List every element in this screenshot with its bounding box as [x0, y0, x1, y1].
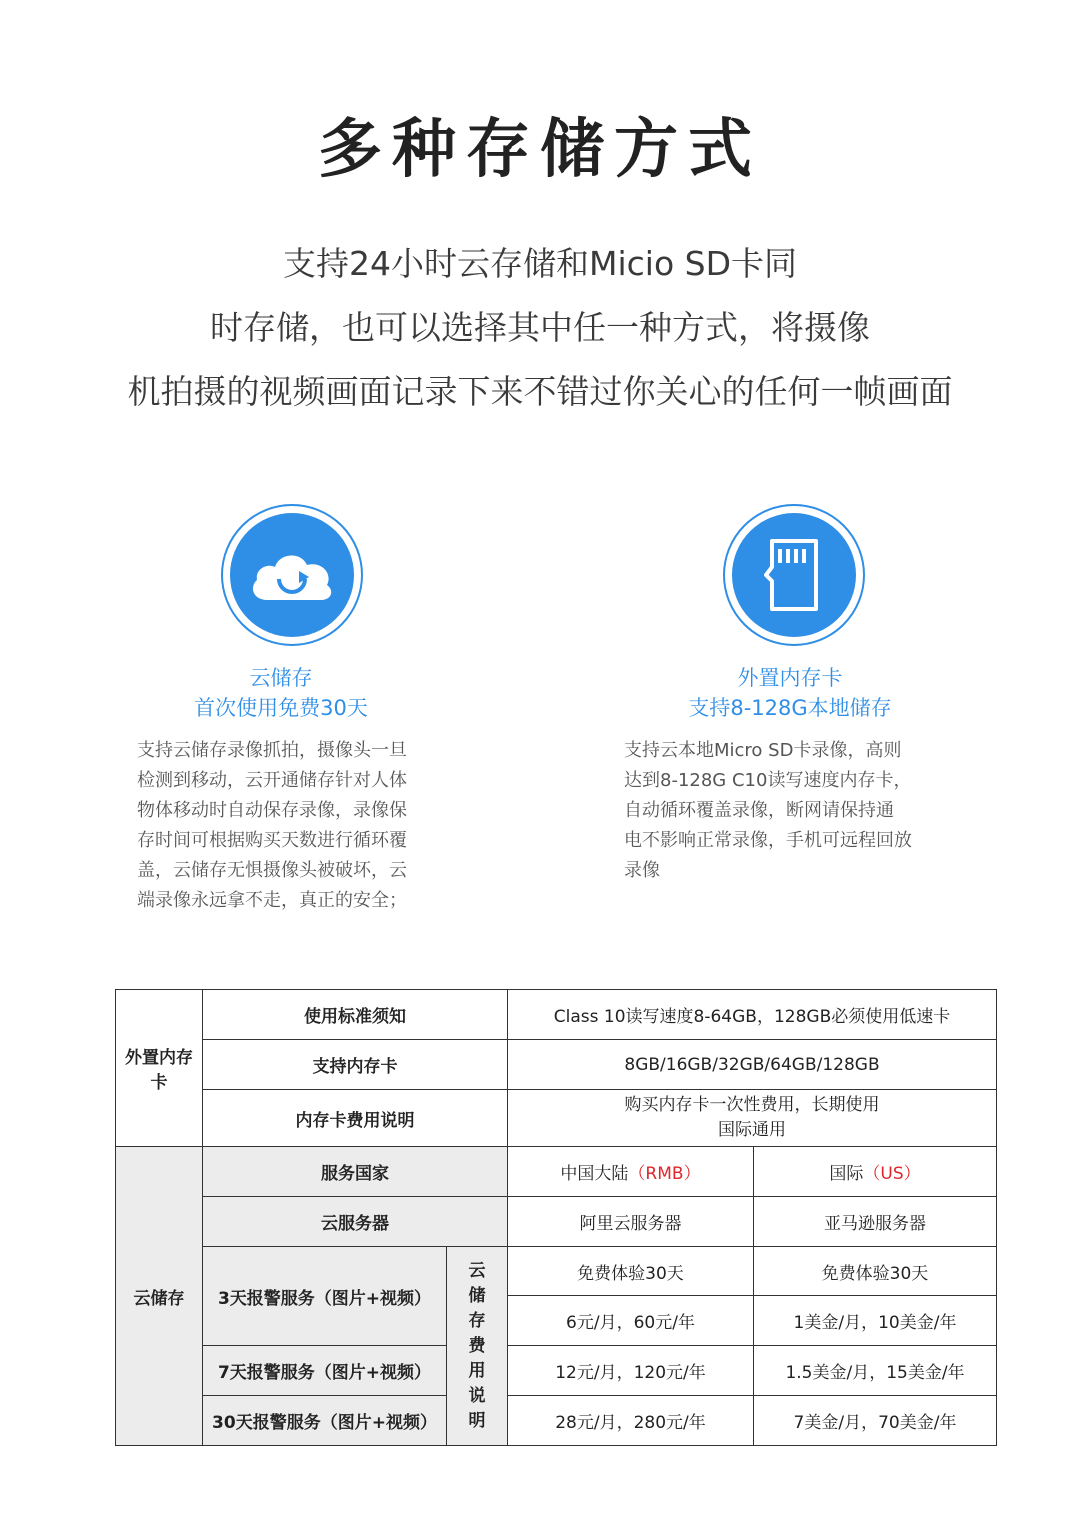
table-row — [116, 1346, 997, 1396]
country-intl-currency: （US） — [863, 1164, 921, 1184]
desc-line: 支持云本地Micro SD卡录像，高则 — [624, 740, 902, 761]
cloud-group-label: 云储存 — [116, 1147, 203, 1446]
row-label: 内存卡费用说明 — [203, 1090, 508, 1147]
storage-spec-table — [115, 989, 997, 1446]
fee-note-char: 说 — [468, 1385, 486, 1406]
table-row — [116, 1090, 997, 1147]
trial-cn: 免费体验30天 — [508, 1247, 754, 1296]
price-cn: 28元/月，280元/年 — [508, 1396, 754, 1446]
feature-cloud-heading — [81, 663, 481, 723]
table-row — [116, 990, 997, 1040]
fee-note-char: 明 — [468, 1410, 486, 1431]
row-label: 支持内存卡 — [203, 1040, 508, 1090]
table-row — [116, 1396, 997, 1446]
desc-line: 存时间可根据购买天数进行循环覆 — [137, 830, 407, 851]
fee-note-char: 云 — [468, 1260, 486, 1281]
feature-cloud-title: 云储存 — [249, 666, 313, 690]
sd-group-label: 外置内存卡 — [116, 990, 203, 1147]
country-intl — [754, 1147, 997, 1197]
desc-line: 检测到移动，云开通储存针对人体 — [137, 770, 407, 791]
plan-label: 30天报警服务（图片+视频） — [203, 1396, 447, 1446]
price-cn: 6元/月，60元/年 — [508, 1296, 754, 1346]
price-intl: 1.5美金/月，15美金/年 — [754, 1346, 997, 1396]
server-cn: 阿里云服务器 — [508, 1197, 754, 1247]
row-value: Class 10读写速度8-64GB，128GB必须使用低速卡 — [508, 990, 997, 1040]
plan-label: 3天报警服务（图片+视频） — [203, 1247, 447, 1346]
desc-line: 录像 — [624, 860, 660, 881]
table-row — [116, 1197, 997, 1247]
price-cn: 12元/月，120元/年 — [508, 1346, 754, 1396]
desc-line: 自动循环覆盖录像，断网请保持通 — [624, 800, 894, 821]
feature-sd-description — [624, 736, 912, 886]
desc-line: 电不影响正常录像，手机可远程回放 — [624, 830, 912, 851]
row-value-line: 购买内存卡一次性费用，长期使用 — [624, 1095, 880, 1115]
intro-line-2: 时存储，也可以选择其中任一种方式，将摄像 — [210, 308, 870, 347]
row-value-line: 国际通用 — [718, 1120, 786, 1140]
sd-card-badge — [723, 504, 865, 646]
row-label: 使用标准须知 — [203, 990, 508, 1040]
country-cn-name: 中国大陆 — [560, 1164, 629, 1184]
cloud-storage-badge — [221, 504, 363, 646]
feature-cloud-description — [137, 736, 407, 916]
country-cn-currency: （RMB） — [628, 1164, 701, 1184]
feature-cloud-subtitle: 首次使用免费30天 — [194, 696, 368, 720]
server-intl: 亚马逊服务器 — [754, 1197, 997, 1247]
fee-note-char: 存 — [468, 1310, 486, 1331]
price-intl: 1美金/月，10美金/年 — [754, 1296, 997, 1346]
row-value: 8GB/16GB/32GB/64GB/128GB — [508, 1040, 997, 1090]
desc-line: 支持云储存录像抓拍，摄像头一旦 — [137, 740, 407, 761]
fee-note-char: 费 — [468, 1335, 486, 1356]
table-row — [116, 1040, 997, 1090]
intro-line-1: 支持24小时云存储和Micio SD卡同 — [283, 244, 797, 283]
row-label: 服务国家 — [203, 1147, 508, 1197]
table-row — [116, 1147, 997, 1197]
intro-line-3: 机拍摄的视频画面记录下来不错过你关心的任何一帧画面 — [127, 372, 953, 411]
fee-note-char: 储 — [468, 1285, 486, 1306]
country-cn — [508, 1147, 754, 1197]
cloud-sync-icon — [247, 545, 337, 605]
sd-card-icon — [764, 537, 824, 613]
row-value — [508, 1090, 997, 1147]
feature-sd-heading — [590, 663, 990, 723]
desc-line: 达到8-128G C10读写速度内存卡， — [624, 770, 912, 791]
country-intl-name: 国际 — [829, 1164, 864, 1184]
fee-note-char: 用 — [468, 1360, 486, 1381]
plan-label: 7天报警服务（图片+视频） — [203, 1346, 447, 1396]
row-label: 云服务器 — [203, 1197, 508, 1247]
fee-note-vertical — [447, 1247, 508, 1446]
page-title: 多种存储方式 — [318, 113, 762, 187]
desc-line: 盖，云储存无惧摄像头被破坏，云 — [137, 860, 407, 881]
trial-intl: 免费体验30天 — [754, 1247, 997, 1296]
feature-sd-title: 外置内存卡 — [737, 666, 843, 690]
table-row — [116, 1247, 997, 1296]
desc-line: 物体移动时自动保存录像，录像保 — [137, 800, 407, 821]
desc-line: 端录像永远拿不走，真正的安全； — [137, 890, 407, 911]
feature-sd-subtitle: 支持8-128G本地储存 — [688, 696, 892, 720]
price-intl: 7美金/月，70美金/年 — [754, 1396, 997, 1446]
fee-note-text — [467, 1259, 487, 1434]
